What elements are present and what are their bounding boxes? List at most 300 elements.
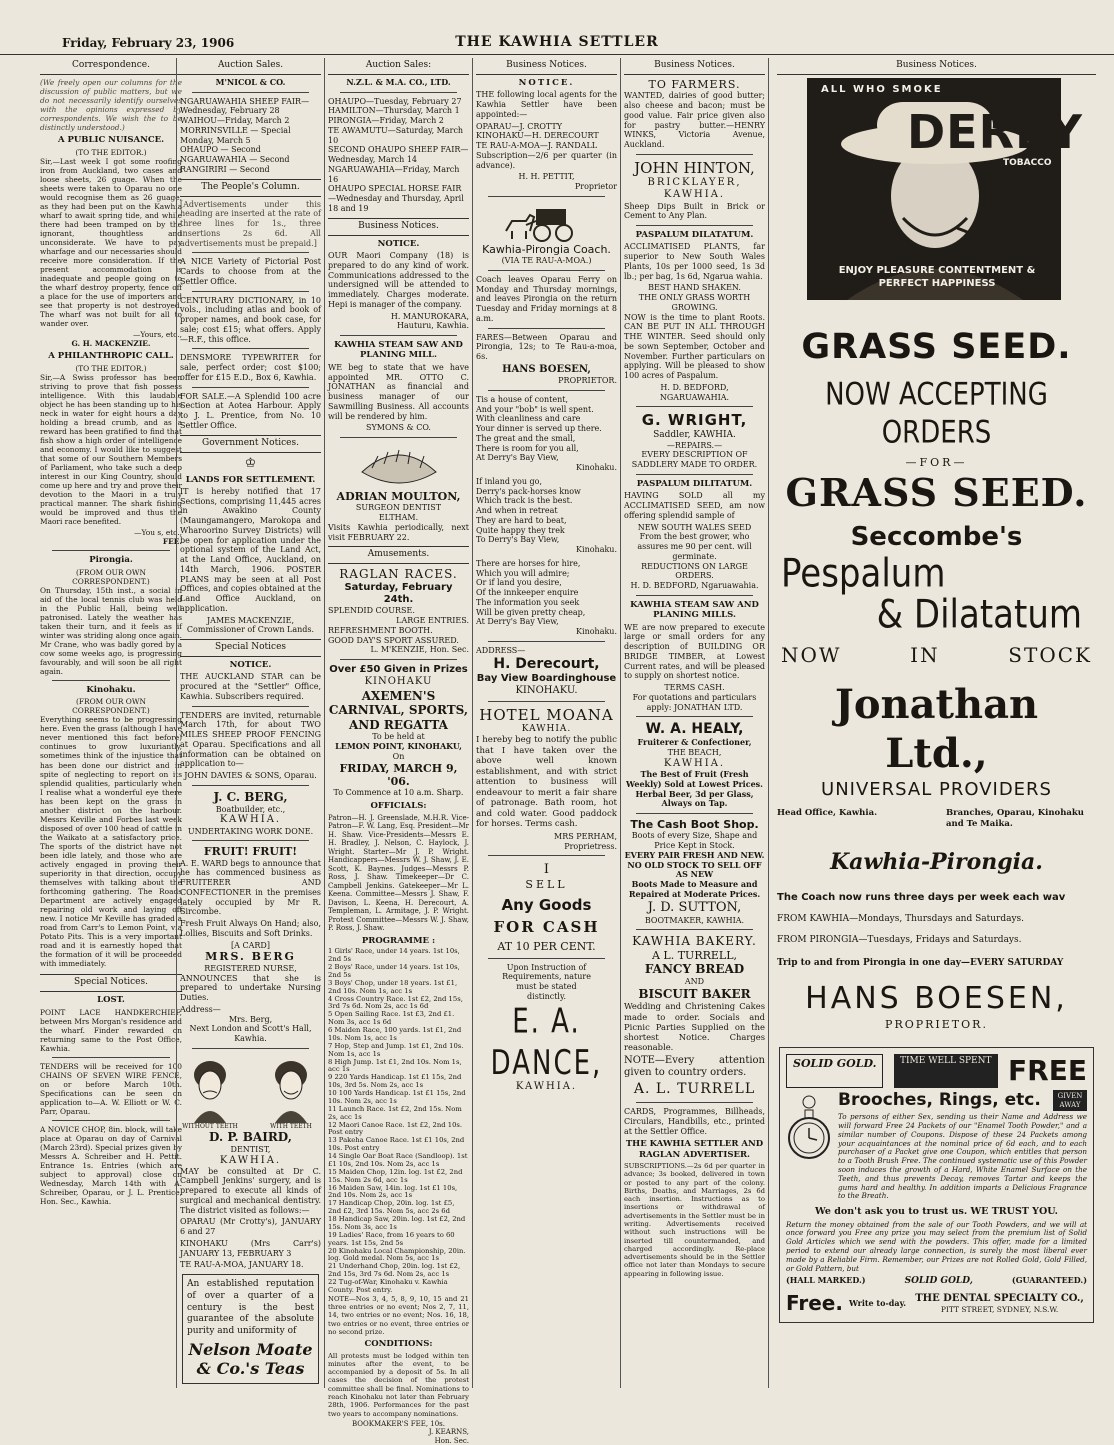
- sell-goods: Any Goods: [501, 895, 592, 914]
- races-line: SPLENDID COURSE.: [328, 606, 415, 616]
- programme-event: 2 Boys' Race, under 14 years. 1st 10s, 2nd 5s: [328, 963, 460, 979]
- woman-portrait-icon: [261, 1053, 321, 1123]
- farmers-heading: TO FARMERS.: [648, 77, 741, 91]
- subscription-line: Subscription—2/6 per quarter (in advance).: [476, 150, 617, 170]
- reductions: REDUCTIONS ON LARGE ORDERS.: [641, 561, 748, 581]
- novice-chop-notice: A NOVICE CHOP, 8in. block, will take place at Oparau on day of Carnival (March 23rd). Special prizes given by Messrs A. Schreiber and H. Pettit. Entrance 1s. Entries (which are subject to approval) close on Wednesday, March 14th with A. Schreiber, Oparau, or J. L. Prentice, Hon. Sec., Kawhia.: [40, 1124, 182, 1207]
- printing-ad: CARDS, Programmes, Billheads, Circulars, Handbills, etc., printed at the Settler Office.: [624, 1107, 765, 1136]
- notice-body: THE following local agents for the Kawhia Settler have been appointed:—: [476, 90, 617, 119]
- sale-item: WAIHOU—Friday, March 2: [180, 116, 290, 126]
- proprietor-title: Proprietor: [574, 182, 617, 192]
- programme-event: 15 Maiden Chop, 12in. log. 1st £2, 2nd 15s. Nom 2s 6d, acc 1s: [328, 1167, 463, 1184]
- now-in-stock: [781, 643, 1092, 667]
- masthead: [0, 30, 1114, 55]
- address-label: ADDRESS—: [476, 645, 526, 655]
- dentist-visit: OPARAU (Mr Crotty's), JANUARY 6 and 27: [180, 1217, 321, 1237]
- nurse-address: Mrs. Berg,: [228, 1014, 273, 1024]
- bayview-town: KINOHAKU.: [515, 684, 578, 696]
- hinton-trade: BRICKLAYER,: [647, 177, 742, 189]
- crown-icon: ♔: [244, 455, 257, 471]
- poem-line: The great and the small,: [476, 433, 576, 443]
- programme-event: 19 Ladies' Race, from 16 years to 60 years. 1st 15s, 2nd 5s: [328, 1230, 455, 1247]
- letter-body: Sir,—Last week I got some roofing iron from Auckland, two cases and loose sheets, 26 guage. When the sheets were taken to Oparau no one would recognise them as 26 guage, as they had been put on the Kawhia wharf to await spring tide, and while there had been tramped on by the ignorant, thoughtless and unconsiderate. We have to pay wharfage and our necessaries should receive more consideration. If the present accommodation is inadequate and people going on to the wharf destroy property, fence off a place for the use of importers and see that property is not destroyed. The wharf was not built for all to wander over.: [40, 156, 182, 329]
- wright-trade: Saddler, KAWHIA.: [653, 429, 736, 440]
- proprietor-name: H. H. PETTIT,: [518, 172, 575, 182]
- poem-verse: [476, 395, 617, 473]
- letter-title: A PUBLIC NUISANCE.: [57, 135, 165, 146]
- auction-firm: N.Z.L. & M.A. CO., LTD.: [346, 76, 451, 87]
- moulton-name: ADRIAN MOULTON,: [336, 490, 461, 504]
- berg-line: UNDERTAKING WORK DONE.: [187, 826, 314, 836]
- poem-place: Kinohaku.: [576, 627, 617, 637]
- jonathan-offices: [777, 808, 1096, 829]
- boesen-name: HANS BOESEN,: [805, 981, 1068, 1017]
- programme-event: 12 Maori Canoe Race. 1st £2, 2nd 10s. Post entry: [328, 1120, 463, 1137]
- conditions-heading: CONDITIONS:: [364, 1339, 433, 1350]
- dentist-body: MAY be consulted at Dr C. Campbell Jenkins' surgery, and is prepared to execute all kinds of surgical and mechanical dentistry. The district visited as follows:—: [180, 1166, 321, 1215]
- offer-body: To persons of either Sex, sending us their Name and Address we will forward Free 24 Packets of our "Enamel Tooth Powder," and a similar number of Coupons. Dispose of these 24 Packets among your acquaintances at the nominal price of 6d each, and to each purchaser of a Packet give one Coupon, which entitles that person to a Tooth Brush Free. The continued systematic use of this Powder soon induces the growth of a Hard, White Enamel Surface on the Teeth, and thus prevents Decay, removes Tartar and keeps the gums hard and healthy. In addition imparts a Delicious Fragrance to the Breath.: [838, 1112, 1087, 1201]
- time-well-spent: TIME WELL SPENT: [894, 1054, 998, 1088]
- mills-heading: KAWHIA STEAM SAW AND PLANING MILLS.: [630, 599, 759, 621]
- coach-owner: HANS BOESEN,: [502, 363, 591, 375]
- poem-line: The information you seek: [476, 597, 580, 607]
- programme-event: 1 Girls' Race, under 14 years. 1st 10s, 2nd 5s: [328, 947, 460, 964]
- letter-sign: —Yours, etc.,: [132, 330, 182, 340]
- hotel-sign: MRS PERHAM,: [554, 831, 617, 841]
- stock-word: STOCK: [1008, 642, 1092, 667]
- nelson-text: An established reputation of over a quarter of a century is the best guarantee of the absolute purity and uniformity of: [187, 1279, 314, 1336]
- poem-line: Quite happy they trek: [476, 525, 565, 535]
- programme-event: 13 Pakeha Canoe Race. 1st £1 10s, 2nd 10s. Post entry: [328, 1136, 465, 1153]
- given-away-badge: GIVEN AWAY: [1053, 1090, 1087, 1111]
- programme-heading: PROGRAMME :: [361, 936, 436, 946]
- programme-event: 17 Handicap Chop, 20in. log. 1st £5, 2nd £2, 3rd 15s. Nom 5s, acc 2s 6d: [328, 1199, 455, 1216]
- poem-line: Which track is the best.: [476, 496, 573, 506]
- programme-event: 5 Open Sailing Race. 1st £3, 2nd £1. Nom 3s, acc 1s 6d: [328, 1010, 455, 1027]
- agent-item: TE RAU-A-MOA—J. RANDALL: [476, 141, 598, 151]
- paspalum-heading: PASPALUM DILITATUM.: [636, 478, 753, 489]
- sale-item: MORRINSVILLE — Special Monday, March 5: [180, 125, 291, 145]
- sutton-name: J. D. SUTTON,: [647, 899, 742, 915]
- lost-notice: POINT LACE HANDKERCHIEF, between Mrs Morgan's residence and the wharf. Finder rewarded on returning same to the Post Office, Kawhia.: [40, 1007, 182, 1053]
- sale-item: OHAUPO — Second: [180, 145, 261, 155]
- people-note: [Advertisements under this heading are inserted at the rate of three lines for 1s., three insertions 2s 6d. All advertisements must be prepaid.]: [180, 199, 321, 248]
- sell-dist: distinctly.: [527, 991, 566, 1001]
- lands-sign-title: Commissioner of Crown Lands.: [186, 625, 315, 635]
- healy-fruit: The Best of Fruit (Fresh Weekly) Sold at Lowest Prices.: [626, 769, 763, 789]
- teeth-illustration: [180, 1053, 321, 1130]
- byline: (FROM OUR OWN CORRESPONDENT.): [72, 567, 150, 586]
- hotel-sign: Proprietress.: [564, 841, 617, 851]
- bayview-house: Bay View Boardinghouse: [476, 672, 617, 684]
- poem-place: Kinohaku.: [576, 545, 617, 555]
- bookmaker-fee: BOOKMAKER'S FEE, 10s.: [351, 1419, 445, 1428]
- mill-sign: SYMONS & CO.: [366, 423, 431, 433]
- letter-title: A PHILANTHROPIC CALL.: [48, 351, 174, 362]
- programme-event: 6 Maiden Race, 100 yards. 1st £1, 2nd 10s. Nom 1s, acc 1s: [328, 1026, 462, 1042]
- notice-sign: H. MANUROKARA,: [390, 311, 469, 321]
- woman-portrait-icon: [180, 1053, 240, 1123]
- coach-title: Kawhia-Pirongia Coach.: [482, 242, 611, 256]
- from-pirongia: FROM PIRONGIA—Tuesdays, Fridays and Saturdays.: [777, 935, 1022, 946]
- races-line: REFRESHMENT BOOTH.: [328, 625, 433, 635]
- for-word: —FOR—: [905, 456, 968, 470]
- planting-note: NOW is the time to plant Roots. CAN BE PUT IN ALL THROUGH THE WINTER. Seed should only be sown September, October and November. Further particulars on applying. Will be pleased to show 100 acres of Paspalum.: [624, 312, 765, 381]
- poem-line: If inland you go,: [476, 476, 543, 486]
- secretary-name: J. KEARNS,: [428, 1428, 469, 1437]
- seccombe: Seccombe's: [850, 521, 1023, 552]
- solid-gold-text: SOLID GOLD,: [904, 1276, 973, 1287]
- news-body: Everything seems to be progressing here. Even the grass (although I have never mentioned this fact before) continues to grow luxuriantly, sometimes think of the injustice that has been done our district and in spite of neglecting to report on its splendid qualities, particularly when I realise what a wonderful eye there has been kept on the grass in another district on the harbour. Messrs Keville and Forbes last week disposed of over 100 head of cattle in the Waikato at a satisfactory price. The sports of the district have not been idle lately, and those who are actively engaged in proving their superiority in that direction, occupy themselves with talking about the forthcoming gathering. The Roads Department are actively engaged repairing old work and laying off new. I notice Mr Keville has graded a road from Carr's to Lemon Point, via Potato Pits. This is a very important road and it is earnestly hoped that the formation of it will be proceeded with immediately.: [40, 715, 182, 969]
- bakery-and: AND: [684, 976, 705, 986]
- programme-event: 8 High Jump. 1st £1, 2nd 10s. Nom 1s, acc 1s: [328, 1057, 462, 1074]
- without-teeth-label: WITHOUT TEETH: [182, 1122, 238, 1130]
- correspondence-heading: Correspondence.: [40, 58, 182, 75]
- branches: Branches, Oparau, Kinohaku and Te Maika.: [946, 808, 1084, 829]
- gold-guarantee: [786, 1276, 1087, 1287]
- poem-line: Will be given pretty cheap,: [476, 607, 586, 617]
- tenders-body: TENDERS are invited, returnable March 17th, for about TWO MILES SHEEP PROOF FENCING at Oparau. Specifications and all information can be obtained on application to—: [180, 710, 321, 769]
- carnival-title: AXEMEN'S CARNIVAL, SPORTS, AND REGATTA: [328, 688, 469, 732]
- sale-item: OHAUPO SPECIAL HORSE FAIR—Wednesday and Thursday, April 18 and 19: [328, 184, 464, 213]
- business-notices-heading: Business Notices.: [476, 58, 617, 75]
- carnival-place: KINOHAKU: [364, 676, 433, 688]
- carnival-date: FRIDAY, MARCH 9, '06.: [339, 761, 458, 789]
- column-correspondence: [40, 58, 182, 1388]
- lands-sign: JAMES MACKENZIE,: [206, 615, 295, 625]
- hinton-town: KAWHIA.: [663, 189, 726, 201]
- programme-event: 22 Tug-of-War, Kinohaku v. Kawhia County. Post entry.: [328, 1278, 448, 1294]
- pocket-watch-icon: [786, 1090, 832, 1170]
- paspalum-body: HAVING SOLD all my ACCLIMATISED SEED, am now offering splendid sample of: [624, 491, 765, 520]
- programme-event: 20 Kinohaku Local Championship, 20in. log. Gold medal. Nom 5s, acc 1s: [328, 1246, 466, 1263]
- solid-gold-badge: SOLID GOLD.: [786, 1054, 883, 1088]
- poem-line: To Derry's Bay View,: [476, 535, 560, 545]
- moulton-visit: Visits Kawhia periodically, next visit FEBRUARY 22.: [328, 522, 469, 542]
- poem-line: At Derry's Bay View,: [476, 453, 559, 463]
- dental-company: THE DENTAL SPECIALTY CO.,: [915, 1292, 1084, 1304]
- issue-date: Friday, February 23, 1906: [62, 36, 235, 50]
- notice-body: OUR Maori Company (18) is prepared to do any kind of work. Communications addressed to the undersigned will be attended to immediately. Charges moderate. Hepi is manager of the company.: [328, 251, 469, 309]
- agent-item: OPARAU—J. CROTTY: [476, 121, 563, 131]
- jonathan-name: Jonathan Ltd.,: [834, 680, 1039, 777]
- letter-author: FEE.: [162, 537, 182, 547]
- auction-firm: M'NICOL & CO.: [215, 76, 286, 87]
- poem-line: Your dinner is served up there.: [476, 424, 602, 434]
- races-sign: L. M'KENZIE, Hon. Sec.: [370, 645, 469, 655]
- fruit-heading: FRUIT! FRUIT!: [203, 845, 298, 859]
- poem-line: Derry's pack-horses know: [476, 486, 581, 496]
- auction-heading: Auction Sales:: [328, 58, 469, 75]
- editorial-note: (We freely open our columns for the discussion of public matters, but we do not necessarily identify ourselves with the opinions expressed by correspondents. We wish the to be distinctly understood.): [40, 77, 182, 133]
- denture-illustration: [328, 442, 469, 490]
- lands-heading: LANDS FOR SETTLEMENT.: [185, 474, 316, 485]
- poem-line: Tis a house of content,: [476, 394, 568, 404]
- paspalum-heading: PASPALUM DILATATUM.: [635, 230, 754, 241]
- bakery-fancy: FANCY BREAD: [644, 962, 745, 977]
- notice-heading: NOTICE.: [229, 660, 272, 671]
- bakery-note: NOTE—Every attention given to country orders.: [624, 1054, 765, 1078]
- bakery-sign: A. L. TURRELL: [633, 1080, 756, 1097]
- paper-terms: SUBSCRIPTIONS.—2s 6d per quarter in advance; 3s booked, delivered in town or posted to any part of the colony. Births, Deaths, and Marriages, 2s 6d each insertion. Instructions as to insertions or withdrawal of advertisements in the Settler must be in writing. Advertisements received without such instructions will be inserted till countermanded, and charged accordingly. Re-place advertisements should be in the Settler office not later than Mondays to secure appearing in following issue.: [624, 1161, 765, 1278]
- poem-place: Kinohaku.: [576, 463, 617, 473]
- poem-line: And when in retreat: [476, 506, 558, 516]
- sell-req: Requirements, nature: [502, 972, 591, 982]
- coach-owner-title: PROPRIETOR.: [558, 376, 617, 386]
- poem-verse: [476, 477, 617, 555]
- dentist-visit: TE RAU-A-MOA, JANUARY 18.: [180, 1260, 304, 1270]
- horse-coach-icon: [502, 201, 592, 243]
- now-accepting: NOW ACCEPTING ORDERS: [825, 376, 1048, 451]
- poem-line: And your "bob" is well spent.: [476, 404, 594, 414]
- card-label: [A CARD]: [231, 940, 270, 950]
- column-auctions-1: [176, 58, 324, 1388]
- stock-word: IN: [910, 642, 940, 667]
- notice-heading: NOTICE.: [377, 238, 420, 249]
- races-title: RAGLAN RACES.: [339, 567, 458, 582]
- universal-providers: UNIVERSAL PROVIDERS: [821, 778, 1052, 800]
- hotel-name: HOTEL MOANA: [479, 706, 614, 725]
- sell-stated: must be stated: [516, 982, 577, 992]
- poem-line: At Derry's Bay View,: [476, 617, 559, 627]
- free-banner: [786, 1054, 1087, 1088]
- offer-body-2: Return the money obtained from the sale of our Tooth Powders, and we will at once forward you Free any prize you may select from the premium list of Solid Gold Articles which we send with the powders. This offer, made for a limited period to extend our already large connection, is surely the most liberal ever made by a Reliable Firm. Remember, our Prizes are not Rolled Gold, Gold Filled, or Gold Pattern, but: [786, 1219, 1087, 1273]
- newspaper-title: THE KAWHIA SETTLER: [455, 34, 659, 50]
- carnival-on: On: [392, 751, 405, 761]
- programme-event: 9 220 Yards Handicap. 1st £1 15s, 2nd 10s, 3rd 5s. Nom 2s, acc 1s: [328, 1073, 462, 1090]
- auction-heading: Auction Sales.: [180, 58, 321, 75]
- classified-ad: FOR SALE.—A Splendid 100 acre Section at Aotea Harbour. Apply to J. L. Prentice, from No. 10 Settler Office.: [180, 391, 321, 430]
- moulton-title: SURGEON DENTIST: [355, 503, 442, 513]
- sale-item: RANGIRIRI — Second: [180, 164, 270, 174]
- sutton-trade: BOOTMAKER, KAWHIA.: [644, 915, 745, 925]
- stock-word: NOW: [781, 642, 842, 667]
- face-without-teeth: [180, 1053, 240, 1130]
- lands-body: IT is hereby notified that 17 Sections, comprising 11,445 acres in Awakino County (Maungamangero, Marokopa and Wharoorino Survey Districts) will be open for application under the optional system of the Land Act, at the Land Office, Auckland, on 14th March, 1906. POSTER PLANS may be seen at all Post Offices, and copies obtained at the Land Office Auckland, on application.: [180, 486, 321, 613]
- bedford-name: H. D. BEDFORD, Ngaruawahia.: [630, 581, 759, 591]
- sale-item: NGARUAWAHIA — Second: [180, 155, 290, 165]
- boesen-title: PROPRIETOR.: [885, 1017, 988, 1031]
- dance-name: E. A. DANCE,: [490, 1002, 603, 1083]
- races-line: LARGE ENTRIES.: [396, 616, 469, 626]
- only-grass: THE ONLY GRASS WORTH GROWING.: [638, 293, 751, 312]
- coach-schedule: Coach leaves Oparau Ferry on Monday and Thursday mornings, and leaves Pirongia on the return Tuesday and Friday mornings at 8 a.m.: [476, 274, 617, 323]
- bedford-town: NGARUAWAHIA.: [659, 392, 730, 402]
- pespalum: Pespalum: [781, 550, 946, 597]
- sale-item: NGARUAWAHIA—Friday, March 16: [328, 164, 460, 184]
- poem-line: Or if land you desire,: [476, 578, 562, 588]
- mill-heading: KAWHIA STEAM SAW AND PLANING MILL.: [334, 340, 463, 361]
- from-kawhia: FROM KAWHIA—Mondays, Thursdays and Saturdays.: [777, 914, 1025, 925]
- trip-line: Trip to and from Pirongia in one day—EVERY SATURDAY: [777, 958, 1064, 969]
- dentist-town: KAWHIA.: [219, 1154, 282, 1166]
- to-editor-line: (TO THE EDITOR.): [75, 363, 147, 373]
- germinate-note: From the best grower, who assures me 90 per cent. will germinate.: [637, 532, 752, 561]
- programme-event: 3 Boys' Chop, under 18 years. 1st £1, 2nd 10s. Nom 1s, acc 1s: [328, 978, 458, 995]
- nurse-address-label: Address—: [180, 1004, 221, 1014]
- bakery-biscuit: BISCUIT BAKER: [638, 986, 751, 1001]
- programme-event: 18 Handicap Saw, 20in. log. 1st £2, 2nd 15s. Nom 3s, acc 1s: [328, 1215, 466, 1231]
- healy-town: KAWHIA.: [663, 757, 726, 769]
- free-word: FREE: [1008, 1054, 1087, 1088]
- column-auctions-2: [324, 58, 472, 1445]
- paspalum-body: ACCLIMATISED PLANTS, far superior to New South Wales Plants, 10s per 1000 seed, 1s 3d lb.; per bag, 1s 6d, Ngarua wahia.: [624, 242, 765, 281]
- dental-address: PITT STREET, SYDNEY, N.S.W.: [940, 1305, 1059, 1315]
- agent-item: KINOHAKU—H. DERECOURT: [476, 131, 599, 141]
- dentist-visit: KINOHAKU (Mrs Carr's) JANUARY 13, FEBRUARY 3: [180, 1238, 321, 1258]
- lost-heading: LOST.: [97, 995, 125, 1006]
- face-with-teeth: [261, 1053, 321, 1130]
- prize-heading: Over £50 Given in Prizes: [329, 664, 468, 676]
- derby-tagline: ENJOY PLEASURE CONTENTMENT & PERFECT HAPPINESS: [838, 264, 1036, 289]
- guaranteed: (GUARANTEED.): [1011, 1275, 1087, 1286]
- berg-name: J. C. BERG,: [213, 789, 288, 804]
- programme-event: 10 100 Yards Handicap. 1st £1 15s, 2nd 10s. Nom 2s, acc 1s: [328, 1089, 466, 1105]
- hotel-body: I hereby beg to notify the public that I have taken over the above well known establishment, and with strict attention to business will endeavour to merit a fair share of patronage. Bath room, hot and cold water. Good paddock for horses. Terms cash.: [476, 735, 617, 830]
- column-display-ads: [768, 58, 1104, 1388]
- amusements-heading: Amusements.: [328, 546, 469, 564]
- notice-sign: Hauturu, Kawhia.: [397, 321, 469, 331]
- poem-line: Which you will admire;: [476, 568, 570, 578]
- officials-heading: OFFICIALS:: [370, 801, 427, 812]
- berg-trade: Boatbuilder, etc.,: [215, 804, 286, 814]
- coach-fares: FARES—Between Oparau and Pirongia, 12s; to Te Rau-a-moa, 6s.: [476, 332, 617, 362]
- best-seed: BEST HAND SHAKEN.: [648, 283, 741, 293]
- poem-verse: [476, 559, 617, 637]
- coach-runs: The Coach now runs three days per week each wav: [777, 892, 1066, 903]
- sell-i: I: [543, 862, 550, 878]
- sale-item: SECOND OHAUPO SHEEP FAIR—Wednesday, March 14: [328, 145, 469, 165]
- carnival-time: To Commence at 10 a.m. Sharp.: [333, 788, 464, 798]
- column-business-1: [472, 58, 620, 1388]
- sale-item: HAMILTON—Thursday, March 1: [328, 106, 460, 116]
- poem-line: There are horses for hire,: [476, 558, 581, 568]
- letter-body: Sir,—A Swiss professor has been striving to prove that fish possess intelligence. With this laudable object he has been standing up to his neck in water for eight hours a day holding a bread crumb, and as a reward has been gratified to find that fish show a high order of intelligence and economy. I would like to suggest that some of our Southern Members of Parliament, who take such a deep interest in our King Country, should come up here and try and prove their devotion to the Maori in a truly practical manner. The shark fishing would be improved and thus the Maori race benefited.: [40, 372, 182, 527]
- section-heading: Kinohaku.: [86, 684, 136, 695]
- coach-heading: Kawhia-Pirongia.: [830, 849, 1043, 876]
- hinton-name: JOHN HINTON,: [634, 158, 755, 177]
- business-notices-heading: Business Notices.: [777, 58, 1096, 75]
- dilatatum: & Dilatatum: [876, 591, 1082, 638]
- dance-town: KAWHIA.: [515, 1080, 578, 1092]
- fruit-tag: Fresh Fruit Always On Hand; also, Lollies, Biscuits and Soft Drinks.: [180, 919, 321, 938]
- nurse-address: Next London and Scott's Hall, Kawhia.: [189, 1024, 312, 1044]
- healy-trade: Fruiterer & Confectioner,: [637, 737, 752, 748]
- section-heading: Pirongia.: [89, 555, 133, 566]
- poem-line: With cleanliness and care: [476, 414, 581, 424]
- section-heading: Special Notices.: [40, 974, 182, 992]
- tenders-sign: JOHN DAVIES & SONS, Oparau.: [184, 771, 317, 781]
- officials-list: Patron—H. J. Greenslade, M.H.R. Vice-Patron—F. W. Lang, Esq. President—Mr H. Shaw. Vice-Presidents—Messrs E. H. Bradley, J. Nelson, C. Haylock, J. Wright. Starter—Mr J. P. Wright. Handicappers—Messrs W. J. Shaw, J. E. Scott, K. Baynes. Judges—Messrs P. Ross, J. Shaw. Timekeeper—Dr C. Campbell Jenkins. Gatekeeper—Mr L. Keena. Committee—Messrs J. Shaw, F. Davison, L. Keena, H. Derecourt, A. Templeman, L. Armitage, J. P. Wright. Protest Committee—Messrs W. J. Shaw, P. Ross, J. Shaw.: [328, 813, 469, 933]
- denture-icon: [354, 442, 444, 490]
- government-notices-heading: Government Notices.: [180, 435, 321, 453]
- programme-event: 21 Underhand Chop, 20in. log. 1st £2, 2nd 15s, 3rd 7s 6d. Nom 2s, acc 1s: [328, 1262, 461, 1279]
- letter-sign: —You s, etc.,: [134, 528, 182, 538]
- sale-item: OHAUPO—Tuesday, February 27: [328, 96, 462, 106]
- races-line: GOOD DAY'S SPORT ASSURED.: [328, 635, 459, 645]
- classified-ad: DENSMORE TYPEWRITER for sale, perfect order; cost $100; offer for £15 E.D., Box 6, Kawhia.: [180, 353, 321, 382]
- business-notices-heading: Business Notices.: [328, 218, 469, 236]
- byline: (FROM OUR OWN CORRESPONDENT.): [72, 697, 150, 716]
- carnival-held: To be held at: [372, 732, 425, 742]
- column-business-2: [620, 58, 768, 1388]
- programme-event: 4 Cross Country Race. 1st £2, 2nd 15s, 3rd 7s 6d. Nom 2s, acc 1s 6d: [328, 994, 463, 1011]
- boot-shop-old: NO OLD STOCK TO SELL OFF AS NEW: [627, 859, 762, 880]
- free-word: Free.: [786, 1291, 843, 1316]
- sell-upon: Upon Instruction of: [506, 962, 587, 972]
- derecourt-name: H. Derecourt,: [493, 655, 600, 672]
- news-body: On Thursday, 15th inst., a social in aid of the local tennis club was held in the Public Hall, being well patronised. Lately the weather has taken their turn, and it feels as if winter was striding along once again. Mr Crane, who was badly gored by a cow some weeks ago, is progressing favourably, and will soon be all right again.: [40, 585, 182, 676]
- derby-brand: DERBY: [907, 104, 1083, 159]
- hall-marked: (HALL MARKED.): [786, 1275, 866, 1286]
- boot-shop-body: Boots of every Size, Shape and Price Kept in Stock.: [631, 831, 758, 851]
- paper-heading: THE KAWHIA SETTLER AND RAGLAN ADVERTISER.: [625, 1139, 764, 1160]
- dentist-name: D. P. BAIRD,: [209, 1130, 292, 1145]
- mill-body: WE beg to state that we have appointed MR. OTTO C. JONATHAN as financial and business manager of our Sawmilling Business. All accounts will be rendered by him.: [328, 362, 469, 421]
- programme-event: 7 Hop, Step and Jump. 1st £1, 2nd 10s. Nom 1s, acc 1s: [328, 1041, 464, 1058]
- to-editor-line: (TO THE EDITOR.): [75, 147, 147, 157]
- notice-heading: NOTICE.: [518, 77, 575, 88]
- sale-item: PIRONGIA—Friday, March 2: [328, 116, 444, 126]
- grass-seed-heading: GRASS SEED.: [801, 326, 1072, 367]
- sale-item: TE AWAMUTU—Saturday, March 10: [328, 125, 464, 145]
- head-office: Head Office, Kawhia.: [777, 808, 878, 819]
- poem-line: There is room for you all,: [476, 443, 579, 453]
- hotel-town: KAWHIA.: [521, 724, 572, 735]
- terms-cash: TERMS CASH.: [664, 683, 725, 692]
- fruit-body: A. E. WARD begs to announce that he has commenced business as FRUITERER AND CONFECTIONER in the premises lately occupied by Mr R. Sircombe.: [180, 858, 321, 917]
- bedford-name: H. D. BEDFORD,: [660, 382, 729, 392]
- sell-word: SELL: [525, 878, 568, 892]
- derby-tobacco-ad: [807, 78, 1083, 300]
- write-today: Write to-day.: [848, 1297, 907, 1308]
- sale-item: NGARUAWAHIA SHEEP FAIR—Wednesday, February 28: [180, 96, 310, 116]
- poem-line: Of the innkeeper enquire: [476, 588, 579, 598]
- nsw-seed: NEW SOUTH WALES SEED: [637, 522, 752, 532]
- poem-line: They are hard to beat,: [476, 515, 567, 525]
- tenders-notice: TENDERS will be received for 100 CHAINS OF SEVEN WIRE FENCE, on or before March 10th. Specifications can be seen on application to—A. W. Elliott or W. C. Parr, Oparau.: [40, 1061, 182, 1116]
- business-notices-heading: Business Notices.: [624, 58, 765, 75]
- classified-ad: A NICE Variety of Pictorial Post Cards to choose from at the Settler Office.: [180, 257, 321, 286]
- bakery-body: Wedding and Christening Cakes made to order. Socials and Picnic Parties Supplied on the shortest Notice. Charges reasonable.: [624, 1001, 765, 1053]
- programme-event: 16 Maiden Saw, 14in. log. 1st £1 10s, 2nd 10s. Nom 2s, acc 1s: [328, 1183, 458, 1200]
- dentist-title: DENTIST,: [230, 1144, 271, 1154]
- nurse-name: MRS. BERG: [205, 950, 296, 964]
- conditions-body: All protests must be lodged within ten minutes after the event, to be accompanied by a deposit of 5s. In all cases the decision of the protest committee shall be final. Nominations to reach Kinohaku not later than February 28th, 1906. Performances for the past two years to accompany nominations.: [328, 1351, 469, 1418]
- nurse-title: REGISTERED NURSE,: [204, 963, 297, 973]
- notice-body: THE AUCKLAND STAR can be procured at the "Settler" Office, Kawhia. Subscribers required.: [180, 672, 321, 701]
- classified-ad: CENTURARY DICTIONARY, in 10 vols., including atlas and book of proper names, and book case, for sale; cost £15; what offers. Apply—R.F., this office.: [180, 295, 321, 344]
- secretary-title: Hon. Sec.: [434, 1436, 469, 1445]
- brooches-heading: Brooches, Rings, etc.: [838, 1090, 1041, 1111]
- sell-cash: FOR CASH: [493, 917, 600, 936]
- boot-shop-pair: EVERY PAIR FRESH AND NEW.: [624, 849, 765, 860]
- grass-seed-heading: GRASS SEED.: [785, 469, 1088, 515]
- people-column-heading: The People's Column.: [180, 179, 321, 197]
- coach-illustration: [476, 201, 617, 243]
- healy-beer: Herbal Beer, 3d per Glass, Always on Tap.: [635, 788, 754, 809]
- dental-specialty-ad: [779, 1047, 1094, 1323]
- berg-town: KAWHIA.: [219, 814, 282, 826]
- farmers-body: WANTED, dairies of good butter; also cheese and bacon; must be good value. Fair price given also for pastry butter.—HENRY WINKS, Victoria Avenue, Auckland.: [624, 91, 765, 150]
- wright-name: G. WRIGHT,: [641, 411, 748, 430]
- special-notices-heading: Special Notices: [180, 639, 321, 657]
- coach-via: (VIA TE RAU-A-MOA.): [501, 256, 592, 266]
- programme-event: 11 Launch Race. 1st £2, 2nd 15s. Nom 2s, acc 1s: [328, 1104, 462, 1121]
- repairs-body: EVERY DESCRIPTION OF SADDLERY MADE TO ORDER.: [631, 450, 758, 470]
- letter-author: G. H. MACKENZIE.: [71, 339, 151, 349]
- boot-shop-made: Boots Made to Measure and Repaired at Moderate Prices.: [628, 879, 761, 899]
